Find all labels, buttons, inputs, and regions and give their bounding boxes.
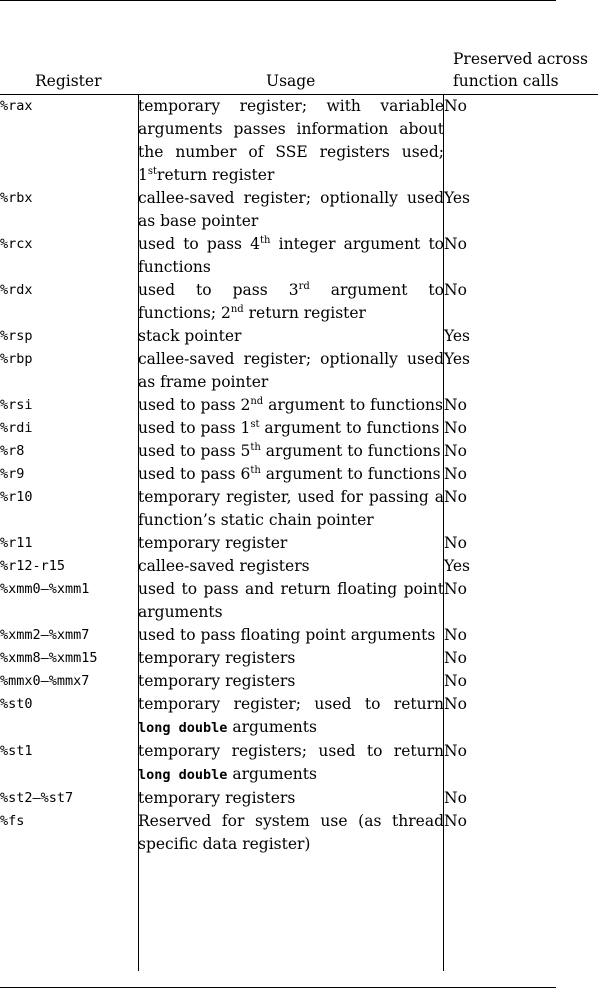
register-name: %mmx0–%mmx7 — [0, 673, 90, 689]
preserved-value: No — [444, 235, 467, 253]
register-usage: used to pass and return floating point arguments — [138, 580, 444, 621]
table-row — [0, 325, 598, 348]
preserved-value: No — [444, 281, 467, 299]
preserved-value: No — [444, 695, 467, 713]
register-name: %rsp — [0, 328, 33, 344]
table-row — [0, 187, 598, 233]
table-row — [0, 624, 598, 647]
register-name: %rbx — [0, 190, 33, 206]
preserved-value: No — [444, 789, 467, 807]
table-row — [0, 233, 598, 279]
register-usage: callee-saved register; optionally used as base pointer — [138, 189, 444, 230]
register-usage: used to pass 5th argument to functions — [138, 441, 441, 460]
register-usage: temporary registers — [138, 789, 296, 807]
table-row — [0, 486, 598, 532]
register-usage: used to pass 1st argument to functions — [138, 418, 440, 437]
register-name: %r11 — [0, 535, 33, 551]
register-name: %fs — [0, 813, 25, 829]
register-usage: used to pass floating point arguments — [138, 626, 436, 644]
preserved-value: No — [444, 97, 467, 115]
register-usage: used to pass 2nd argument to functions — [138, 395, 443, 414]
register-name: %rax — [0, 98, 33, 114]
preserved-value: Yes — [444, 350, 471, 368]
register-name: %r9 — [0, 466, 25, 482]
preserved-value: No — [444, 396, 467, 414]
table-row — [0, 463, 598, 486]
register-name: %xmm0–%xmm1 — [0, 581, 90, 597]
register-usage: temporary registers — [138, 672, 296, 690]
table-row — [0, 740, 598, 787]
register-name: %rsi — [0, 397, 33, 413]
table-row — [0, 555, 598, 578]
preserved-header-line2: function calls — [453, 72, 559, 90]
register-name: %st0 — [0, 696, 33, 712]
preserved-value: Yes — [444, 189, 471, 207]
register-name: %r8 — [0, 443, 25, 459]
table-row — [0, 787, 598, 810]
preserved-value: No — [444, 442, 467, 460]
register-name: %rdx — [0, 282, 33, 298]
preserved-value: No — [444, 419, 467, 437]
register-name: %rbp — [0, 351, 33, 367]
register-usage: temporary register, used for passing a function’s static chain pointer — [138, 488, 444, 529]
table-row — [0, 348, 598, 394]
register-usage: Reserved for system use (as thread specific data register) — [138, 812, 444, 853]
bottom-rule — [0, 987, 556, 988]
table-row — [0, 95, 598, 187]
register-name: %xmm2–%xmm7 — [0, 627, 90, 643]
register-usage: used to pass 3rd argument to functions; 2nd return register — [138, 280, 444, 322]
register-table — [0, 95, 598, 856]
register-usage: temporary registers — [138, 649, 296, 667]
table-row — [0, 394, 598, 417]
preserved-value: No — [444, 742, 467, 760]
preserved-value: No — [444, 812, 467, 830]
register-name: %r12-r15 — [0, 558, 66, 574]
register-name: %r10 — [0, 489, 33, 505]
table-row — [0, 647, 598, 670]
preserved-value: No — [444, 580, 467, 598]
preserved-header-line1: Preserved across — [453, 50, 588, 68]
register-usage: stack pointer — [138, 327, 242, 345]
table-row — [0, 532, 598, 555]
table-row — [0, 693, 598, 740]
register-usage: temporary register — [138, 534, 288, 552]
table-row — [0, 810, 598, 856]
table-row — [0, 440, 598, 463]
table-row — [0, 670, 598, 693]
preserved-value: No — [444, 649, 467, 667]
top-rule — [0, 0, 556, 1]
preserved-value: No — [444, 488, 467, 506]
register-usage: callee-saved registers — [138, 557, 310, 575]
register-usage: callee-saved register; optionally used as frame pointer — [138, 350, 444, 391]
register-usage: used to pass 6th argument to functions — [138, 464, 441, 483]
register-usage: temporary register; with variable arguments passes information about the number of SSE registers used; 1streturn register — [138, 97, 444, 184]
register-name: %rcx — [0, 236, 33, 252]
register-header: Register — [35, 72, 102, 90]
register-usage: temporary register; used to return long double arguments — [138, 695, 444, 736]
table-row — [0, 417, 598, 440]
table-row — [0, 279, 598, 325]
table-row — [0, 578, 598, 624]
preserved-value: No — [444, 534, 467, 552]
register-usage: temporary registers; used to return long double arguments — [138, 742, 444, 783]
register-name: %st2–%st7 — [0, 790, 74, 806]
preserved-value: Yes — [444, 327, 471, 345]
preserved-value: No — [444, 626, 467, 644]
usage-header: Usage — [266, 72, 316, 90]
preserved-value: No — [444, 465, 467, 483]
preserved-value: No — [444, 672, 467, 690]
register-usage: used to pass 4th integer argument to functions — [138, 234, 445, 276]
preserved-value: Yes — [444, 557, 471, 575]
register-name: %xmm8–%xmm15 — [0, 650, 98, 666]
register-name: %rdi — [0, 420, 33, 436]
register-name: %st1 — [0, 743, 33, 759]
